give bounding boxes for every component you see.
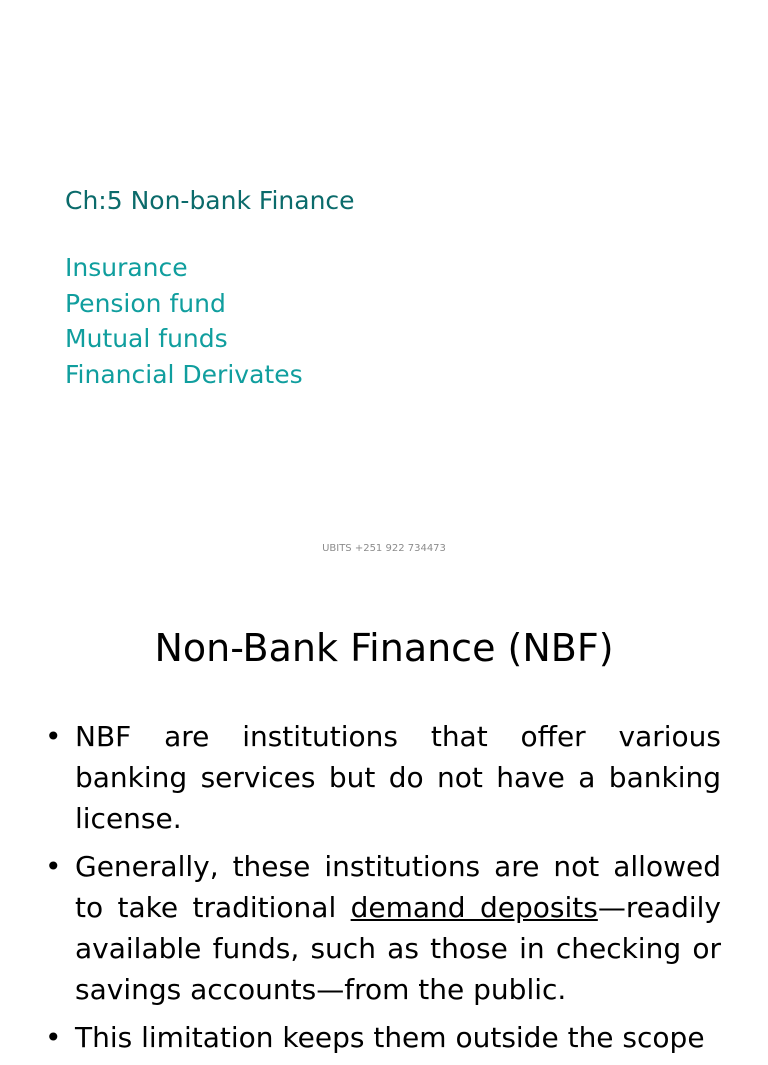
bullet-text: This limitation keeps them outside the scope (75, 1021, 705, 1054)
topic-item-financial-derivates: Financial Derivates (65, 359, 303, 389)
slide-title: Non-Bank Finance (NBF) (154, 626, 614, 670)
bullet-item (45, 1017, 721, 1058)
bullet-item (45, 846, 721, 1010)
topic-list (65, 250, 303, 392)
bullet-item (45, 716, 721, 839)
bullet-icon: • (45, 1021, 62, 1054)
topic-item-mutual-funds: Mutual funds (65, 324, 228, 353)
chapter-title: Ch:5 Non-bank Finance (65, 186, 355, 215)
bullet-icon: • (45, 850, 62, 883)
bullet-text: NBF are institutions that offer various banking services but do not have a banking license. (75, 720, 721, 835)
bullet-list (45, 716, 721, 1065)
bullet-text-after: —readily available funds, such as those in checking or savings accounts—from the public. (75, 891, 721, 1006)
bullet-icon: • (45, 720, 62, 753)
demand-deposits-link[interactable]: demand deposits (350, 891, 598, 924)
slide-footer: UBITS +251 922 734473 (322, 543, 446, 554)
bullet-text-before: Generally, these institutions are not allowed to take traditional (75, 850, 721, 924)
topic-item-pension-fund: Pension fund (65, 288, 226, 318)
slide-nbf-definition (0, 576, 768, 1054)
topic-item-insurance: Insurance (65, 253, 188, 282)
